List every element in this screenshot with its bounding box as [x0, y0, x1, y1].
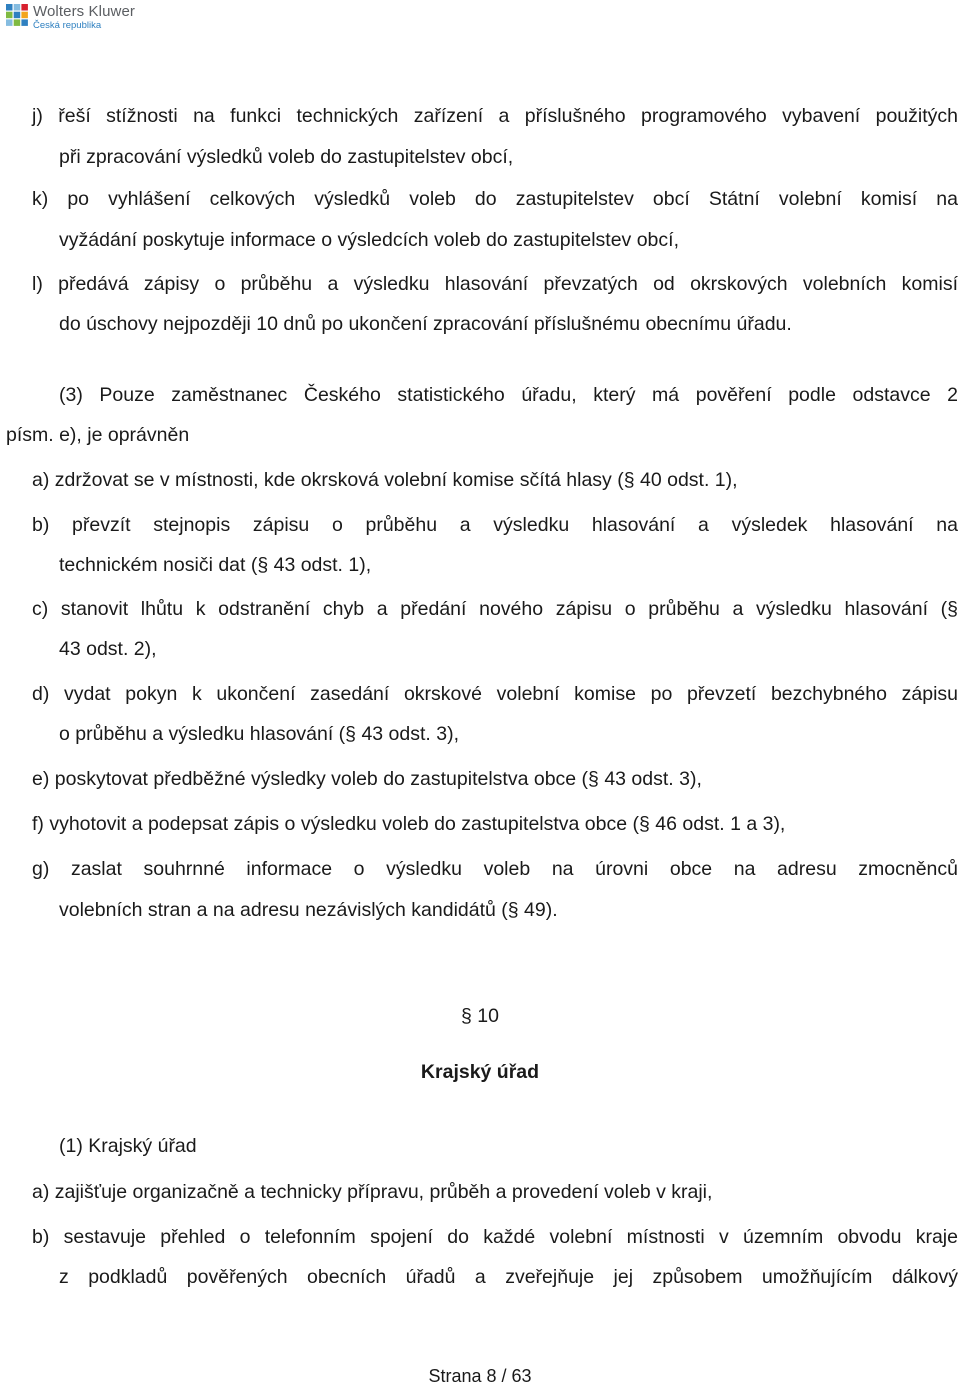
item-f: f) vyhotovit a podepsat zápis o výsledku voleb do zastupitelstva obce (§ 46 odst. 1 a 3), — [32, 813, 786, 835]
item-c-line-1: c) stanovit lhůtu k odstranění chyb a předání nového zápisu o průběhu a výsledku hlasování (§ — [32, 598, 958, 620]
logo-text — [33, 4, 135, 31]
item-l-line-1: l) předává zápisy o průběhu a výsledku hlasování převzatých od okrskových volebních komisí — [32, 273, 958, 295]
item-a: a) zdržovat se v místnosti, kde okrsková volební komise sčítá hlasy (§ 40 odst. 1), — [32, 469, 738, 491]
item-g-line-2: volebních stran a na adresu nezávislých kandidátů (§ 49). — [59, 899, 558, 921]
item-a-krajsky: a) zajišťuje organizačně a technicky přípravu, průběh a provedení voleb v kraji, — [32, 1181, 713, 1203]
item-g-line-1: g) zaslat souhrnné informace o výsledku voleb na úrovni obce na adresu zmocněnců — [32, 858, 958, 880]
item-j-line-2: při zpracování výsledků voleb do zastupitelstev obcí, — [59, 146, 514, 168]
item-l-line-2: do úschovy nejpozději 10 dnů po ukončení zpracování příslušnému obecnímu úřadu. — [59, 313, 792, 335]
item-j-line-1: j) řeší stížnosti na funkci technických zařízení a příslušného programového vybavení použitých — [32, 105, 958, 127]
paragraph-1-heading: (1) Krajský úřad — [59, 1135, 197, 1157]
wolters-kluwer-logo-icon — [6, 4, 28, 26]
publisher-logo — [6, 4, 135, 36]
item-b-line-2: technickém nosiči dat (§ 43 odst. 1), — [59, 554, 372, 576]
item-b-line-1: b) převzít stejnopis zápisu o průběhu a výsledku hlasování a výsledek hlasování na — [32, 514, 958, 536]
item-b-krajsky-line-2: z podkladů pověřených obecních úřadů a zveřejňuje jej způsobem umožňujícím dálkový — [59, 1266, 958, 1288]
paragraph-3-line-1: (3) Pouze zaměstnanec Českého statistického úřadu, který má pověření podle odstavce 2 — [59, 384, 958, 406]
item-d-line-2: o průběhu a výsledku hlasování (§ 43 odst. 3), — [59, 723, 459, 745]
item-d-line-1: d) vydat pokyn k ukončení zasedání okrskové volební komise po převzetí bezchybného zápisu — [32, 683, 958, 705]
brand-subtitle: Česká republika — [33, 20, 102, 31]
item-e: e) poskytovat předběžné výsledky voleb do zastupitelstva obce (§ 43 odst. 3), — [32, 768, 702, 790]
section-number: § 10 — [461, 1005, 499, 1027]
item-b-krajsky-line-1: b) sestavuje přehled o telefonním spojení do každé volební místnosti v územním obvodu kraje — [32, 1226, 958, 1248]
page-number: Strana 8 / 63 — [428, 1366, 532, 1386]
item-k-line-2: vyžádání poskytuje informace o výsledcích voleb do zastupitelstev obcí, — [59, 229, 679, 251]
paragraph-3-line-2: písm. e), je oprávněn — [6, 424, 190, 446]
item-k-line-1: k) po vyhlášení celkových výsledků voleb do zastupitelstev obcí Státní volební komisí na — [32, 188, 958, 210]
item-c-line-2: 43 odst. 2), — [59, 638, 157, 660]
brand-name: Wolters Kluwer — [33, 3, 135, 20]
section-title: Krajský úřad — [420, 1061, 540, 1083]
